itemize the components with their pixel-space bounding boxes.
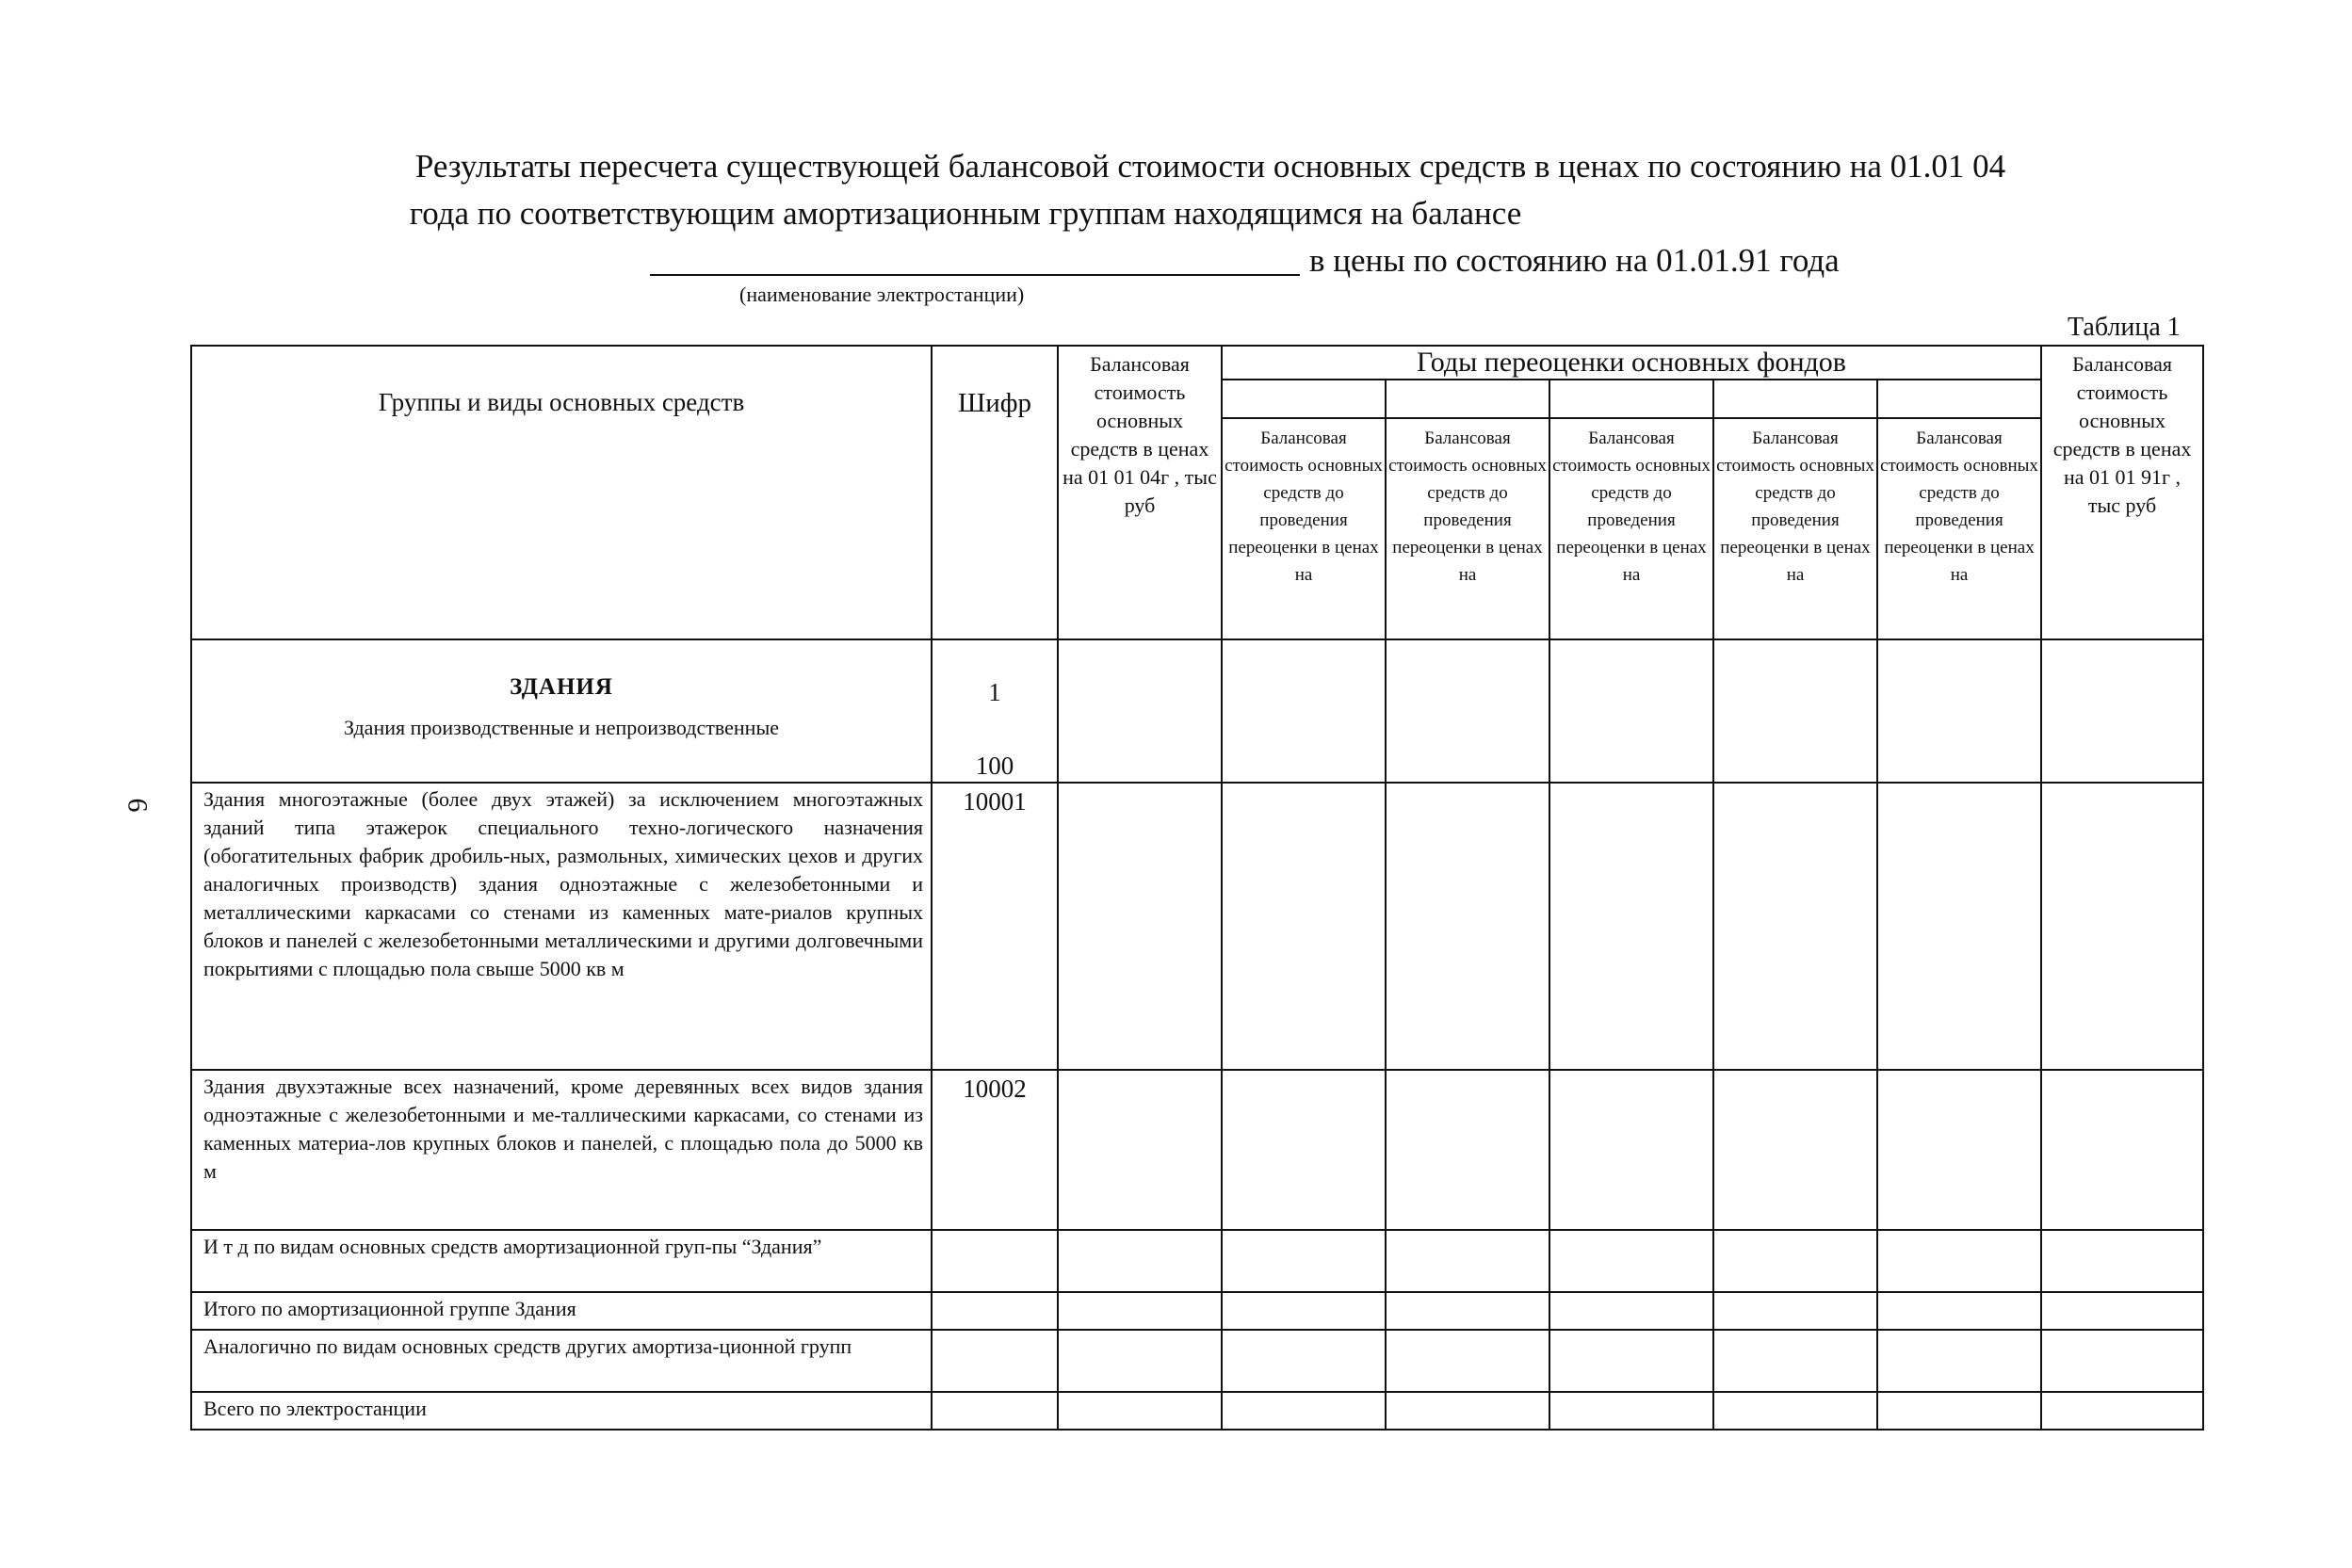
row-description: Здания двухэтажные всех назначений, кроме деревянных всех видов здания одноэтажные с железобетонными и ме-таллическими каркасами, со стенами из каменных материа-лов крупных блоков и панелей, с площадью пола до 5000 кв м bbox=[191, 1070, 932, 1230]
row-description: Здания многоэтажные (более двух этажей) за исключением многоэтажных зданий типа этажерок специального техно-логического назначения (обогатительных фабрик дробиль-ных, размольных, химических цехов и других аналогичных производств) здания одноэтажные с железобетонными и металлическими каркасами со стенами из каменных мате-риалов крупных блоков и панелей с железобетонными металлическими и другими долговечными покрытиями с площадью пола свыше 5000 кв м bbox=[191, 783, 932, 1070]
header-groups: Группы и виды основных средств bbox=[191, 346, 932, 639]
header-subcolumn: Балансовая стоимость основных средств до проведения переоценки в ценах на bbox=[1222, 418, 1386, 639]
section-subtitle: Здания производственные и непроизводственные bbox=[344, 716, 779, 739]
table-row bbox=[191, 1230, 2203, 1292]
row-description: Итого по амортизационной группе Здания bbox=[191, 1292, 932, 1330]
year-cell-3 bbox=[1549, 380, 1713, 418]
station-name-blank-line bbox=[650, 274, 1300, 276]
year-cell-2 bbox=[1386, 380, 1549, 418]
header-subcolumn: Балансовая стоимость основных средств до проведения переоценки в ценах на bbox=[1877, 418, 2041, 639]
header-subcolumn: Балансовая стоимость основных средств до проведения переоценки в ценах на bbox=[1386, 418, 1549, 639]
table-row bbox=[191, 1330, 2203, 1392]
row-description: И т д по видам основных средств амортизационной груп-пы “Здания” bbox=[191, 1230, 932, 1292]
table-label: Таблица 1 bbox=[2068, 313, 2181, 342]
table-row bbox=[191, 783, 2203, 1070]
section-title-buildings: ЗДАНИЯ bbox=[510, 674, 613, 700]
title-line-1: Результаты пересчета существующей балансовой стоимости основных средств в ценах по состоянию на 01.01 04 bbox=[414, 148, 2006, 185]
table-row bbox=[191, 1392, 2203, 1430]
table-row-buildings bbox=[191, 639, 2203, 783]
title-line-2: года по соответствующим амортизационным группам находящимся на балансе bbox=[409, 195, 1522, 232]
table-row bbox=[191, 1070, 2203, 1230]
year-cell-5 bbox=[1877, 380, 2041, 418]
revaluation-table bbox=[190, 345, 2204, 1431]
year-cell-4 bbox=[1713, 380, 1877, 418]
section-code-1: 1 bbox=[988, 678, 1001, 706]
section-code-2: 100 bbox=[975, 752, 1014, 780]
page-number: 6 bbox=[122, 798, 154, 813]
header-subcolumn: Балансовая стоимость основных средств до проведения переоценки в ценах на bbox=[1713, 418, 1877, 639]
row-code: 10001 bbox=[932, 783, 1058, 1070]
header-code: Шифр bbox=[932, 346, 1058, 639]
header-balance-2004: Балансовая стоимость основных средств в ценах на 01 01 04г , тыс руб bbox=[1058, 346, 1222, 639]
header-balance-1991: Балансовая стоимость основных средств в ценах на 01 01 91г , тыс руб bbox=[2041, 346, 2203, 639]
row-code: 10002 bbox=[932, 1070, 1058, 1230]
header-revaluation-years: Годы переоценки основных фондов bbox=[1222, 346, 2041, 380]
year-cell-1 bbox=[1222, 380, 1386, 418]
station-name-caption: (наименование электростанции) bbox=[739, 283, 1025, 306]
row-description: Аналогично по видам основных средств других амортиза-ционной групп bbox=[191, 1330, 932, 1392]
table-row bbox=[191, 1292, 2203, 1330]
title-line-3: в цены по состоянию на 01.01.91 года bbox=[1309, 242, 1840, 279]
row-description: Всего по электростанции bbox=[191, 1392, 932, 1430]
header-subcolumn: Балансовая стоимость основных средств до проведения переоценки в ценах на bbox=[1549, 418, 1713, 639]
